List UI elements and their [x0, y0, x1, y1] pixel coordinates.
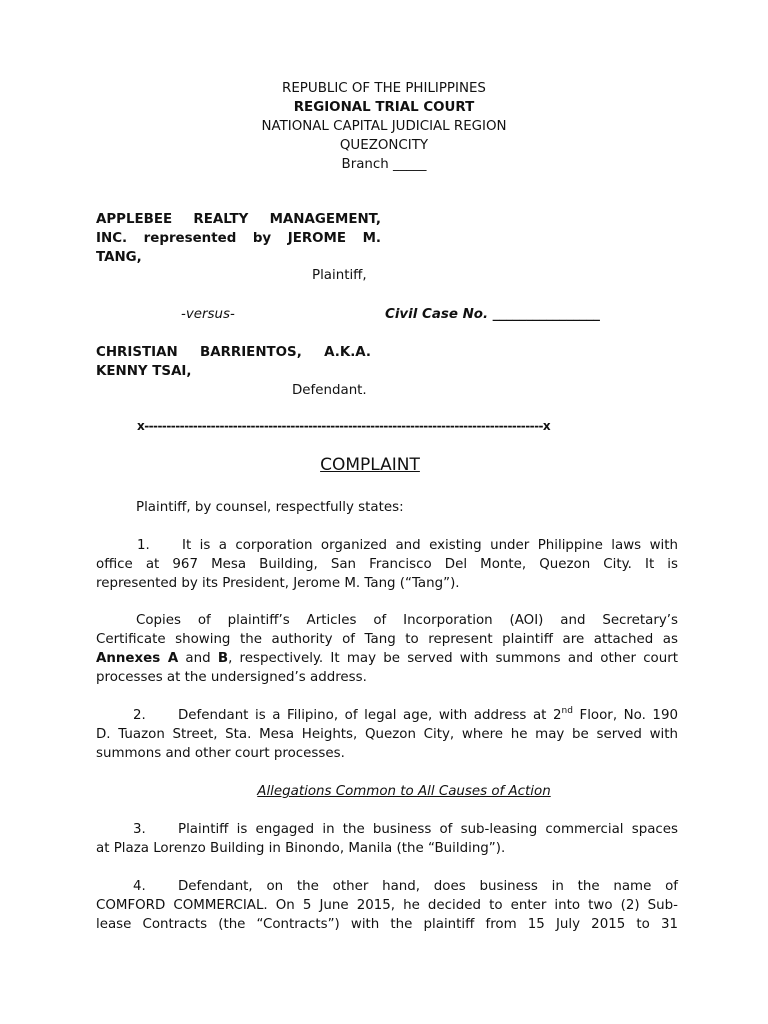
defendant-block: [96, 343, 371, 381]
versus-label: -versus-: [181, 307, 235, 322]
caption-court: REGIONAL TRIAL COURT: [293, 100, 475, 115]
paragraph-1-line-1: 1. It is a corporation organized and existing under Philippine laws with: [137, 538, 678, 553]
paragraph-1b-line-4: processes at the undersigned’s address.: [96, 670, 367, 685]
caption-branch: Branch _____: [341, 157, 427, 172]
paragraph-2-number: 2.: [133, 708, 146, 723]
plaintiff-block: [96, 210, 381, 267]
plaintiff-label: Plaintiff,: [312, 268, 367, 283]
defendant-line-1: CHRISTIAN BARRIENTOS, A.K.A.: [96, 345, 371, 360]
plaintiff-line-1: APPLEBEE REALTY MANAGEMENT,: [96, 212, 381, 227]
paragraph-4-line-1: 4. Defendant, on the other hand, does business in the name of: [133, 879, 678, 894]
paragraph-2-line-3: summons and other court processes.: [96, 746, 345, 761]
paragraph-1b-line-1: Copies of plaintiff’s Articles of Incorporation (AOI) and Secretary’s: [136, 613, 678, 628]
paragraph-3: [96, 820, 678, 858]
paragraph-3-number: 3.: [133, 822, 146, 837]
caption-city: QUEZONCITY: [339, 138, 429, 153]
document-title: COMPLAINT: [320, 455, 420, 475]
paragraph-2: [96, 706, 678, 763]
paragraph-3-line-2: at Plaza Lorenzo Building in Binondo, Manila (the “Building”).: [96, 841, 506, 856]
annex-b-label: B: [217, 651, 229, 666]
section-heading: Allegations Common to All Causes of Action: [257, 784, 551, 799]
intro-text: Plaintiff, by counsel, respectfully states:: [136, 500, 404, 515]
paragraph-4-line-3: lease Contracts (the “Contracts”) with the plaintiff from 15 July 2015 to 31: [96, 917, 678, 932]
caption-region: NATIONAL CAPITAL JUDICIAL REGION: [261, 119, 507, 134]
defendant-label: Defendant.: [292, 383, 367, 398]
paragraph-3-line-1: 3. Plaintiff is engaged in the business of sub-leasing commercial spaces: [133, 822, 678, 837]
paragraph-1-number: 1.: [137, 538, 150, 553]
paragraph-1-line-2: office at 967 Mesa Building, San Francisco Del Monte, Quezon City. It is: [96, 557, 678, 572]
caption-separator: x------------------------------------------------------------------------------------------x: [137, 419, 551, 433]
caption-republic: REPUBLIC OF THE PHILIPPINES: [282, 81, 486, 96]
paragraph-1b-line-3: Annexes A and B, respectively. It may be served with summons and other court: [96, 651, 678, 666]
paragraph-1b-line-2: Certificate showing the authority of Tang to represent plaintiff are attached as: [96, 632, 678, 647]
paragraph-4-number: 4.: [133, 879, 146, 894]
paragraph-2-line-1: 2. Defendant is a Filipino, of legal age, with address at 2nd Floor, No. 190: [133, 705, 678, 723]
paragraph-1-line-3: represented by its President, Jerome M. Tang (“Tang”).: [96, 576, 460, 591]
annexes-a-label: Annexes A: [96, 651, 179, 666]
plaintiff-line-2: INC. represented by JEROME M.: [96, 231, 381, 246]
paragraph-1b: [96, 611, 678, 687]
paragraph-2-line-2: D. Tuazon Street, Sta. Mesa Heights, Quezon City, where he may be served with: [96, 727, 678, 742]
paragraph-4: [96, 877, 678, 934]
defendant-line-2: KENNY TSAI,: [96, 364, 192, 379]
paragraph-1: [96, 536, 678, 593]
paragraph-4-line-2: COMFORD COMMERCIAL. On 5 June 2015, he decided to enter into two (2) Sub-: [96, 898, 678, 913]
plaintiff-line-3: TANG,: [96, 250, 142, 265]
civil-case-number: Civil Case No. ________________: [385, 307, 600, 322]
